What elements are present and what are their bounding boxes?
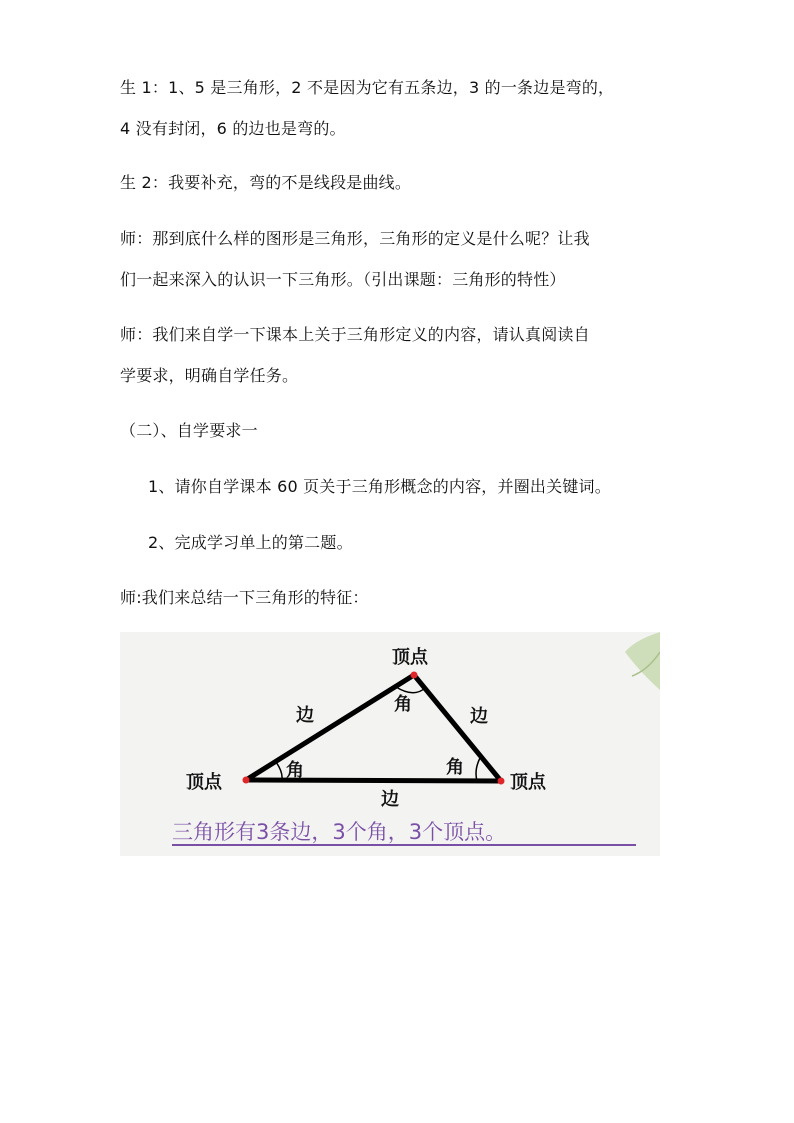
angle-label-left: 角 xyxy=(286,760,304,781)
angle-arc-left xyxy=(276,762,282,780)
list-item-1: 1、请你自学课本 60 页关于三角形概念的内容，并圈出关键词。 xyxy=(148,477,611,496)
vertex-dot-top xyxy=(411,672,418,679)
summary-underline xyxy=(172,844,636,846)
side-label-right: 边 xyxy=(470,706,488,727)
vertex-label-right: 顶点 xyxy=(510,772,546,793)
vertex-label-top: 顶点 xyxy=(392,647,428,668)
paragraph-1: 生 1：1、5 是三角形，2 不是因为它有五条边，3 的一条边是弯的， xyxy=(120,78,615,97)
paragraph-3-cont: 们一起来深入的认识一下三角形。（引出课题：三角形的特性） xyxy=(120,270,566,289)
paragraph-2: 生 2：我要补充，弯的不是线段是曲线。 xyxy=(120,173,412,192)
angle-arc-top xyxy=(396,687,425,693)
side-bottom xyxy=(246,780,501,781)
vertex-dot-right xyxy=(498,778,505,785)
side-label-bottom: 边 xyxy=(381,789,399,810)
figure-summary: 三角形有3条边，3个角，3个顶点。 xyxy=(172,820,507,844)
paragraph-4: 师：我们来自学一下课本上关于三角形定义的内容，请认真阅读自 xyxy=(120,325,590,344)
paragraph-3: 师：那到底什么样的图形是三角形，三角形的定义是什么呢？让我 xyxy=(120,229,590,248)
vertex-label-left: 顶点 xyxy=(186,772,222,793)
angle-label-right: 角 xyxy=(446,757,464,778)
leaf-decoration-icon xyxy=(625,632,660,690)
angle-label-top: 角 xyxy=(394,694,412,715)
angle-arc-right xyxy=(476,758,480,781)
vertex-dot-left xyxy=(243,777,250,784)
section-heading: （二）、自学要求一 xyxy=(120,421,258,440)
list-item-2: 2、完成学习单上的第二题。 xyxy=(148,533,353,552)
paragraph-5: 师:我们来总结一下三角形的特征： xyxy=(120,588,369,607)
side-label-left: 边 xyxy=(296,705,314,726)
paragraph-4-cont: 学要求，明确自学任务。 xyxy=(120,366,299,385)
triangle-figure xyxy=(120,632,660,856)
paragraph-1-cont: 4 没有封闭，6 的边也是弯的。 xyxy=(120,119,346,138)
side-left xyxy=(246,675,414,780)
